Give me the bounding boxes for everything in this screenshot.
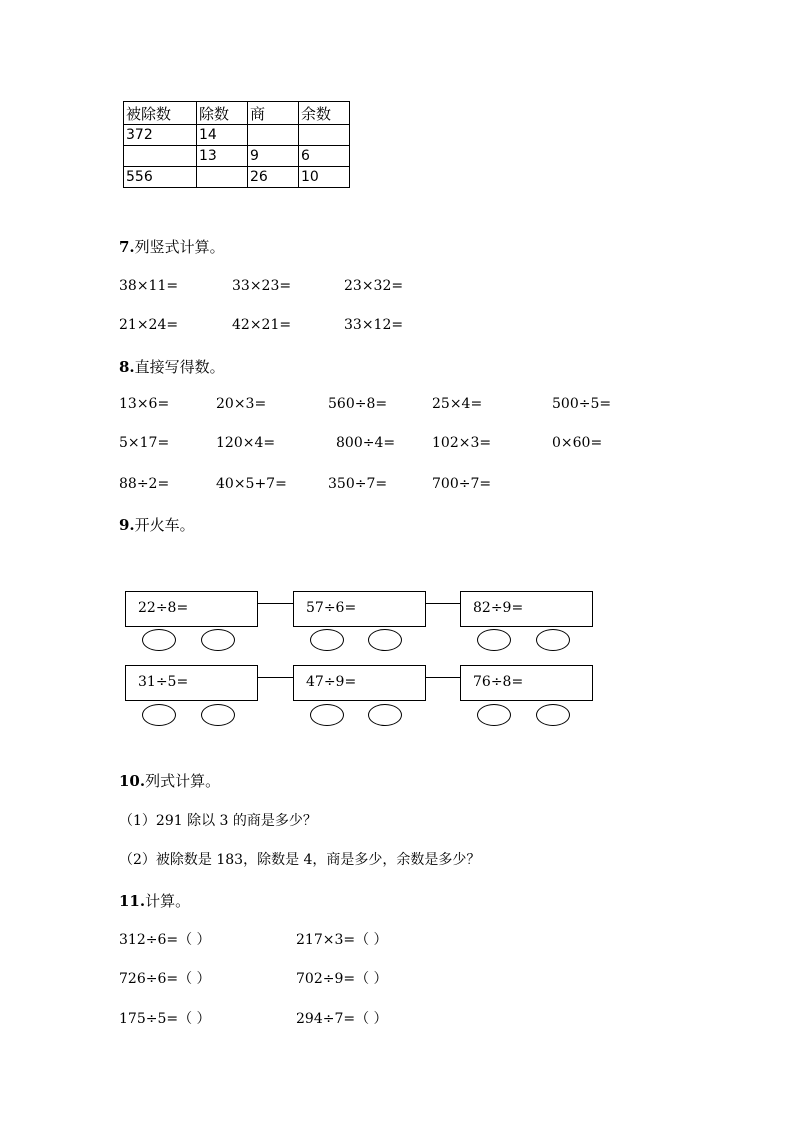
- q11-problem: 294÷7=（ ）: [296, 1011, 388, 1027]
- q8-heading: [119, 356, 225, 377]
- q11-problem: 175÷5=（ ）: [119, 1011, 211, 1027]
- q10-heading: [119, 770, 220, 791]
- train-car-problem: 47÷9=: [306, 674, 357, 690]
- q8-problem: 88÷2=: [119, 476, 170, 492]
- q8-problem: 5×17=: [119, 435, 170, 451]
- q7-problem: 38×11=: [119, 278, 179, 294]
- train-car: [293, 665, 426, 701]
- q8-problem: 500÷5=: [552, 396, 612, 412]
- division-table: [123, 101, 350, 188]
- train-car-problem: 31÷5=: [138, 674, 189, 690]
- q9-heading: [119, 514, 195, 535]
- q8-problem: 800÷4=: [336, 435, 396, 451]
- train-wheel: [536, 704, 570, 726]
- table-header-cell: 余数: [299, 102, 350, 125]
- table-cell: 556: [124, 167, 197, 188]
- train-coupler: [258, 677, 293, 678]
- table-header-cell: 除数: [197, 102, 248, 125]
- q8-problem: 20×3=: [216, 396, 267, 412]
- table-cell: [248, 125, 299, 146]
- table-cell: 6: [299, 146, 350, 167]
- train-wheel: [310, 704, 344, 726]
- q11-title: 计算。: [145, 892, 191, 910]
- train-car: [460, 665, 593, 701]
- train-car-problem: 57÷6=: [306, 600, 357, 616]
- q7-problem: 42×21=: [232, 317, 292, 333]
- q7-title: 列竖式计算。: [134, 238, 225, 256]
- q7-problem: 23×32=: [344, 278, 404, 294]
- q8-number: 8.: [119, 358, 135, 376]
- table-cell: 26: [248, 167, 299, 188]
- q11-heading: [119, 890, 190, 911]
- train-wheel: [142, 704, 176, 726]
- q8-problem: 102×3=: [432, 435, 492, 451]
- table-cell: 14: [197, 125, 248, 146]
- q8-problem: 0×60=: [552, 435, 603, 451]
- q7-problem: 33×23=: [232, 278, 292, 294]
- train-wheel: [477, 704, 511, 726]
- table-cell: 10: [299, 167, 350, 188]
- train-wheel: [368, 704, 402, 726]
- table-row: [124, 125, 350, 146]
- train-wheel: [201, 704, 235, 726]
- train-car: [125, 591, 258, 627]
- q10-item: （1）291 除以 3 的商是多少？: [119, 813, 317, 829]
- train-wheel: [310, 629, 344, 651]
- q7-problem: 33×12=: [344, 317, 404, 333]
- q11-number: 11.: [119, 892, 146, 910]
- train-wheel: [368, 629, 402, 651]
- table-header-cell: 被除数: [124, 102, 197, 125]
- train-coupler: [426, 603, 460, 604]
- q8-problem: 120×4=: [216, 435, 276, 451]
- q11-problem: 312÷6=（ ）: [119, 932, 211, 948]
- train-car: [460, 591, 593, 627]
- q8-problem: 700÷7=: [432, 476, 492, 492]
- q9-title: 开火车。: [134, 516, 195, 534]
- q7-problem: 21×24=: [119, 317, 179, 333]
- q10-item: （2）被除数是 183，除数是 4，商是多少，余数是多少？: [119, 852, 481, 868]
- q7-heading: [119, 236, 225, 257]
- train-car-problem: 82÷9=: [473, 600, 524, 616]
- q8-title: 直接写得数。: [134, 358, 225, 376]
- q8-problem: 13×6=: [119, 396, 170, 412]
- table-cell: 9: [248, 146, 299, 167]
- table-row: [124, 146, 350, 167]
- q10-title: 列式计算。: [145, 772, 221, 790]
- table-cell: 372: [124, 125, 197, 146]
- q11-problem: 702÷9=（ ）: [296, 971, 388, 987]
- train-coupler: [258, 603, 293, 604]
- train-car: [125, 665, 258, 701]
- table-cell: [197, 167, 248, 188]
- train-car: [293, 591, 426, 627]
- table-cell: 13: [197, 146, 248, 167]
- table-header-row: [124, 102, 350, 125]
- train-wheel: [201, 629, 235, 651]
- train-car-problem: 22÷8=: [138, 600, 189, 616]
- q8-problem: 350÷7=: [328, 476, 388, 492]
- q9-number: 9.: [119, 516, 135, 534]
- train-wheel: [536, 629, 570, 651]
- q8-problem: 25×4=: [432, 396, 483, 412]
- q7-number: 7.: [119, 238, 135, 256]
- table-cell: [124, 146, 197, 167]
- q10-number: 10.: [119, 772, 146, 790]
- train-coupler: [426, 677, 460, 678]
- table-header-cell: 商: [248, 102, 299, 125]
- train-wheel: [142, 629, 176, 651]
- q8-problem: 560÷8=: [328, 396, 388, 412]
- table-cell: [299, 125, 350, 146]
- q8-problem: 40×5+7=: [216, 476, 287, 492]
- q11-problem: 726÷6=（ ）: [119, 971, 211, 987]
- table-row: [124, 167, 350, 188]
- train-car-problem: 76÷8=: [473, 674, 524, 690]
- q11-problem: 217×3=（ ）: [296, 932, 388, 948]
- train-wheel: [477, 629, 511, 651]
